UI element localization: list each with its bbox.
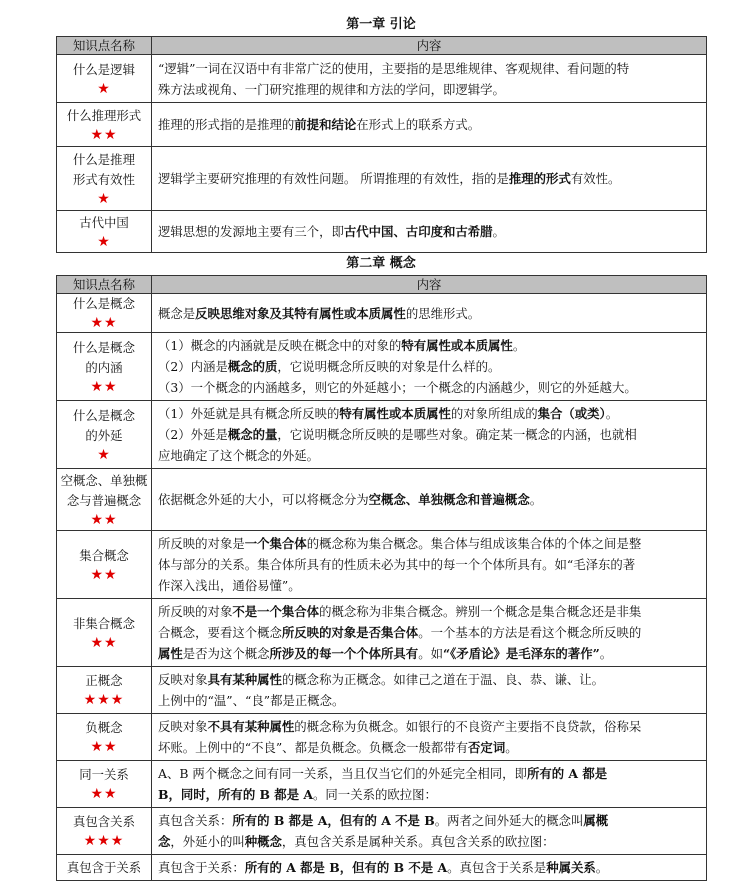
content-text: “逻辑”一词在汉语中有非常广泛的使用，主要指的是思维规律、客观规律、看问题的特 [158, 60, 630, 76]
content-line [158, 643, 700, 664]
content-cell [152, 808, 707, 855]
content-emphasis: 推理的形式 [508, 171, 571, 186]
content-cell [152, 761, 707, 808]
content-cell [152, 55, 707, 103]
chapter-2-table [56, 275, 707, 881]
content-emphasis: 所反映的对象是否集合体 [281, 625, 419, 640]
content-text: 的对象所组成的 [450, 406, 538, 421]
knowledge-point-name: 什么是逻辑 [73, 61, 135, 77]
content-text: 是否为这个概念 [182, 646, 270, 661]
content-text: 合概念，要看这个概念 [158, 625, 282, 640]
knowledge-point-name-cell [57, 469, 152, 531]
knowledge-point-name: 什么是概念 [73, 407, 135, 423]
knowledge-point-name: 非集合概念 [73, 615, 135, 631]
knowledge-point-name: 空概念、单独概 [60, 472, 148, 488]
content-cell [152, 103, 707, 147]
importance-stars: ★★ [90, 315, 118, 331]
content-line [158, 533, 700, 554]
knowledge-point-name-cell [57, 294, 152, 333]
content-line [158, 221, 700, 242]
content-text: ，它说明概念所反映的对象是什么样的。 [277, 359, 501, 374]
content-line [158, 716, 700, 737]
content-text: 体与部分的关系。集合体所具有的性质未必为其中的每一个个体所具有。如“毛泽东的著 [158, 557, 636, 572]
content-emphasis: 否定词 [468, 740, 506, 755]
knowledge-point-name: 负概念 [85, 720, 123, 735]
content-text: 反映对象 [158, 672, 208, 687]
knowledge-point-name-cell [57, 808, 152, 855]
content-line [158, 784, 700, 805]
header-content-cell: 内容 [152, 37, 707, 55]
content-emphasis: 概念的量 [227, 427, 278, 442]
table-row [57, 667, 707, 714]
content-cell [152, 714, 707, 761]
content-cell [152, 531, 707, 599]
content-line [158, 58, 700, 79]
knowledge-point-name-cell [57, 147, 152, 211]
importance-stars: ★★★ [83, 833, 125, 849]
table-row [57, 103, 707, 147]
content-emphasis: 念 [158, 834, 171, 849]
knowledge-point-name: 形式有效性 [73, 171, 135, 187]
knowledge-point-name-cell [57, 401, 152, 469]
content-text: 。 [492, 224, 505, 239]
importance-stars: ★★ [90, 786, 118, 802]
content-emphasis: 集合（或类） [537, 406, 606, 421]
content-text: 在形式上的联系方式。 [356, 117, 481, 132]
content-text: （2）外延是 [158, 427, 228, 442]
chapter-2-body [57, 294, 707, 881]
content-text: 的概念称为负概念。如银行的不良资产主要指不良贷款，俗称呆 [294, 719, 642, 734]
knowledge-point-name-cell [57, 761, 152, 808]
content-text: 。 [605, 406, 619, 421]
importance-stars: ★ [97, 190, 111, 207]
content-line [158, 737, 700, 758]
content-line [158, 831, 700, 852]
content-text: 殊方法或视角、一门研究推理的规律和方法的学问，即逻辑学。 [158, 81, 505, 97]
content-text: 推理的形式指的是推理的 [158, 117, 295, 132]
importance-stars: ★ [97, 446, 111, 463]
content-text: （1）概念的内涵就是反映在概念中的对象的 [158, 338, 402, 353]
content-cell [152, 855, 707, 881]
importance-stars: ★★★ [83, 692, 125, 708]
content-text: 坏账。上例中的“不良”、都是负概念。负概念一般都带有 [158, 740, 469, 755]
header-content-cell: 内容 [152, 276, 707, 294]
content-emphasis: 所有的 A 都是 B，但有的 B 不是 A [244, 860, 448, 875]
importance-stars: ★★ [90, 511, 118, 528]
content-cell [152, 667, 707, 714]
content-text: 。真包含于关系是 [447, 860, 547, 875]
content-text: 的概念称为集合概念。集合体与组成该集合体的个体之间是整 [306, 536, 642, 551]
content-emphasis: B，同时，所有的 B 都是 A [158, 787, 314, 802]
content-text: 。两者之间外延大的概念叫 [434, 813, 584, 828]
content-text: 依据概念外延的大小，可以将概念分为 [158, 492, 369, 507]
content-line [158, 445, 700, 466]
content-text: 。 [512, 338, 526, 353]
knowledge-point-name: 的外延 [85, 427, 123, 443]
content-text: （3）一个概念的内涵越多，则它的外延越小；一个概念的内涵越少，则它的外延越大。 [158, 380, 637, 395]
knowledge-point-name: 的内涵 [85, 359, 123, 375]
content-text: 逻辑思想的发源地主要有三个，即 [158, 224, 344, 239]
importance-stars: ★★ [90, 634, 118, 651]
knowledge-point-name: 什么是概念 [73, 339, 135, 355]
content-line [158, 489, 700, 510]
content-text: 应地确定了这个概念的外延。 [158, 448, 320, 463]
table-row [57, 599, 707, 667]
content-text: 。 [529, 492, 543, 507]
content-emphasis: 概念的质 [227, 359, 278, 374]
knowledge-point-name: 什么是概念 [73, 296, 135, 311]
content-text: A、B 两个概念之间有同一关系，当且仅当它们的外延完全相同，即 [158, 766, 527, 781]
knowledge-point-name-cell [57, 855, 152, 881]
table-row [57, 401, 707, 469]
knowledge-point-name: 什么推理形式 [66, 107, 142, 123]
chapter-1-table [56, 36, 707, 253]
content-emphasis: 所有的 B 都是 A，但有的 A 不是 B [232, 813, 435, 828]
content-text: 有效性。 [570, 171, 621, 186]
content-line [158, 763, 700, 784]
content-text: 真包含关系： [158, 813, 233, 828]
content-emphasis: 前提和结论 [294, 117, 357, 132]
content-text: 上例中的“温”、“良”都是正概念。 [158, 693, 345, 708]
knowledge-point-name-cell [57, 714, 152, 761]
content-text: 逻辑学主要研究推理的有效性问题。 所谓推理的有效性，指的是 [158, 171, 509, 186]
content-text: 概念是 [158, 305, 196, 321]
table-row [57, 147, 707, 211]
content-text: 。如 [418, 646, 443, 661]
importance-stars: ★★ [90, 378, 118, 395]
content-emphasis: 反映思维对象及其特有属性或本质属性 [195, 305, 406, 321]
table-row [57, 714, 707, 761]
importance-stars: ★ [97, 80, 111, 97]
knowledge-point-name: 真包含关系 [73, 814, 135, 829]
importance-stars: ★★ [90, 566, 118, 583]
content-line [158, 622, 700, 643]
table-header-row [57, 37, 707, 55]
content-text: 。 [595, 860, 609, 875]
knowledge-point-name-cell [57, 599, 152, 667]
content-cell [152, 599, 707, 667]
knowledge-point-name: 古代中国 [79, 214, 129, 230]
knowledge-point-name-cell [57, 103, 152, 147]
content-cell [152, 294, 707, 333]
content-line [158, 554, 700, 575]
content-text: 。一个基本的方法是看这个概念所反映的 [418, 625, 642, 640]
header-name-cell: 知识点名称 [57, 37, 152, 55]
content-line [158, 356, 700, 377]
content-cell [152, 211, 707, 253]
importance-stars: ★ [97, 233, 111, 250]
table-row [57, 294, 707, 333]
content-line [158, 335, 700, 356]
content-text: 。 [505, 740, 518, 755]
content-emphasis: 空概念、单独概念和普遍概念 [368, 492, 530, 507]
content-text: ，它说明概念所反映的是哪些对象。确定某一概念的内涵，也就相 [277, 427, 637, 442]
content-emphasis: 古代中国、古印度和古希腊 [343, 224, 493, 239]
content-cell [152, 401, 707, 469]
header-name-cell: 知识点名称 [57, 276, 152, 294]
content-line [158, 168, 700, 189]
content-line [158, 403, 700, 424]
content-emphasis: 特有属性或本质属性 [339, 406, 451, 421]
content-emphasis: 种概念 [244, 834, 282, 849]
table-row [57, 333, 707, 401]
content-text: （1）外延就是具有概念所反映的 [158, 406, 340, 421]
content-line [158, 303, 700, 324]
content-emphasis: 所有的 A 都是 [526, 766, 608, 781]
knowledge-point-name: 正概念 [85, 673, 123, 688]
content-line [158, 669, 700, 690]
knowledge-point-name-cell [57, 667, 152, 714]
content-text: ，外延小的叫 [170, 834, 245, 849]
knowledge-point-name-cell [57, 333, 152, 401]
content-line [158, 424, 700, 445]
knowledge-point-name: 同一关系 [79, 767, 129, 782]
content-cell [152, 147, 707, 211]
importance-stars: ★★ [90, 739, 118, 755]
table-row [57, 761, 707, 808]
content-line [158, 79, 700, 100]
content-text: 。 [599, 646, 613, 661]
importance-stars: ★★ [90, 126, 118, 143]
content-line [158, 601, 700, 622]
knowledge-point-name: 真包含于关系 [66, 859, 142, 875]
knowledge-point-name: 什么是推理 [73, 151, 135, 167]
chapter-1-body [57, 55, 707, 253]
content-text: 的思维形式。 [405, 305, 481, 321]
content-emphasis: 属概 [583, 813, 609, 828]
content-emphasis: 属性 [158, 646, 183, 661]
knowledge-point-name-cell [57, 211, 152, 253]
table-row [57, 211, 707, 253]
content-text: 的概念称为正概念。如律己之道在于温、良、恭、谦、让。 [281, 672, 605, 687]
content-line [158, 690, 700, 711]
content-text: 。同一关系的欧拉图： [313, 787, 437, 802]
table-row [57, 855, 707, 881]
knowledge-point-name: 集合概念 [79, 547, 129, 563]
knowledge-point-name-cell [57, 531, 152, 599]
chapter-2-title: 第二章 概念 [346, 256, 416, 271]
document-page [56, 14, 706, 881]
content-text: 的概念称为非集合概念。辨别一个概念是集合概念还是非集 [319, 604, 642, 619]
content-text: 反映对象 [158, 719, 208, 734]
knowledge-point-name: 念与普遍概念 [66, 492, 142, 508]
content-text: （2）内涵是 [158, 359, 228, 374]
content-emphasis: “《矛盾论》是毛泽东的著作” [442, 646, 600, 661]
knowledge-point-name-cell [57, 55, 152, 103]
content-emphasis: 具有某种属性 [207, 672, 282, 687]
content-emphasis: 种属关系 [546, 860, 596, 875]
content-line [158, 114, 700, 135]
content-text: 作深入浅出，通俗易懂”。 [158, 578, 301, 593]
content-line [158, 575, 700, 596]
content-text: 真包含于关系： [158, 860, 245, 875]
content-cell [152, 469, 707, 531]
content-text: ，真包含关系是属种关系。真包含关系的欧拉图： [281, 834, 555, 849]
content-cell [152, 333, 707, 401]
content-emphasis: 不具有某种属性 [207, 719, 295, 734]
table-row [57, 469, 707, 531]
content-emphasis: 特有属性或本质属性 [401, 338, 513, 353]
table-row [57, 808, 707, 855]
content-line [158, 810, 700, 831]
content-emphasis: 一个集合体 [244, 536, 307, 551]
content-text: 所反映的对象是 [158, 536, 245, 551]
chapter-1-title: 第一章 引论 [346, 17, 416, 32]
table-header-row [57, 276, 707, 294]
content-text: 所反映的对象 [158, 604, 233, 619]
content-line [158, 377, 700, 398]
content-line [158, 857, 700, 878]
content-emphasis: 不是一个集合体 [232, 604, 320, 619]
table-row [57, 531, 707, 599]
table-row [57, 55, 707, 103]
content-emphasis: 所涉及的每一个个体所具有 [269, 646, 419, 661]
